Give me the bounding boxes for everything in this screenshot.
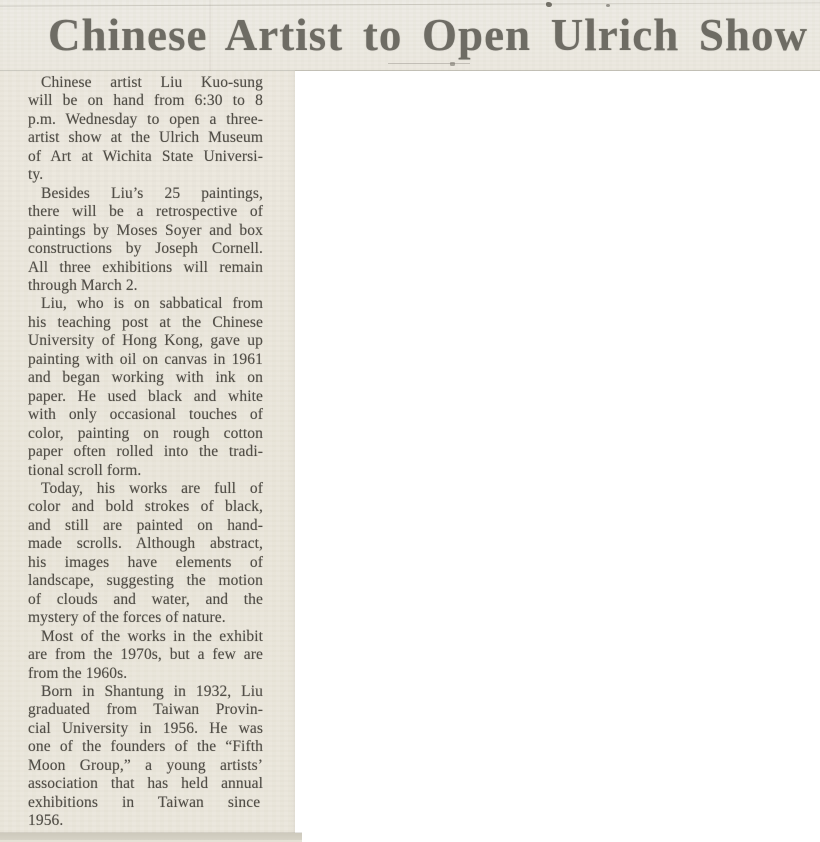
article-line: Besides Liu’s 25 paintings, <box>41 184 264 202</box>
article-line: with only occasional touches of <box>28 406 263 424</box>
article-line: graduated from Taiwan Provin- <box>28 701 263 719</box>
article-line: p.m. Wednesday to open a three- <box>28 110 264 128</box>
article-line: mystery of the forces of nature. <box>28 609 226 627</box>
article-line: cial University in 1956. He was <box>28 719 263 737</box>
article-line: Today, his works are full of <box>41 479 263 497</box>
article-line: Liu, who is on sabbatical from <box>41 295 264 313</box>
article-line: color, painting on rough cotton <box>28 424 263 442</box>
article-line: constructions by Joseph Cornell. <box>28 240 263 258</box>
torn-edge-bottom <box>0 833 302 840</box>
article-line: of Art at Wichita State Universi- <box>28 147 263 165</box>
article-line: color and bold strokes of black, <box>28 498 264 516</box>
article-line: paper. He used black and white <box>28 387 263 405</box>
article-line: his teaching post at the Chinese <box>28 313 264 331</box>
article-line: Born in Shantung in 1932, Liu <box>41 682 263 700</box>
article-paragraph <box>28 74 263 185</box>
article-line: and still are painted on hand- <box>28 516 263 534</box>
article-line: made scrolls. Although abstract, <box>28 535 263 553</box>
article-line: of clouds and water, and the <box>28 590 263 608</box>
torn-edge-top <box>0 2 820 6</box>
article-line: ty. <box>28 166 44 184</box>
ink-speck <box>546 2 552 7</box>
article-column <box>0 71 295 842</box>
article-paragraph <box>28 683 263 831</box>
article-line: paintings by Moses Soyer and box <box>28 221 263 239</box>
article-paragraph <box>28 295 263 480</box>
article-body <box>28 74 263 831</box>
scratch-mark <box>388 63 470 64</box>
article-line: and began working with ink on <box>28 369 263 387</box>
article-line: tional scroll form. <box>28 461 142 479</box>
article-line: through March 2. <box>28 276 138 294</box>
article-line: University of Hong Kong, gave up <box>28 332 263 350</box>
article-paragraph <box>28 480 263 628</box>
article-line: from the 1960s. <box>28 664 128 682</box>
ink-speck <box>606 4 610 7</box>
article-line: his images have elements of <box>28 553 263 571</box>
article-line: are from the 1970s, but a few are <box>28 646 263 664</box>
article-line: artist show at the Ulrich Museum <box>28 129 264 147</box>
article-line: there will be a retrospective of <box>28 203 263 221</box>
article-line: 1956. <box>28 812 64 830</box>
article-line: exhibitions in Taiwan since <box>28 793 261 811</box>
article-line: painting with oil on canvas in 1961 <box>28 350 263 368</box>
article-line: one of the founders of the “Fifth <box>28 738 263 756</box>
headline-strip <box>0 0 820 71</box>
article-line: All three exhibitions will remain <box>28 258 263 276</box>
article-paragraph <box>28 628 263 683</box>
article-line: association that has held annual <box>28 775 263 793</box>
article-line: will be on hand from 6:30 to 8 <box>28 92 263 110</box>
article-headline: Chinese Artist to Open Ulrich Show <box>48 10 808 60</box>
torn-edge-strip-bottom <box>295 70 820 71</box>
article-line: paper often rolled into the tradi- <box>28 443 264 461</box>
article-line: landscape, suggesting the motion <box>28 572 264 590</box>
article-line: Most of the works in the exhibit <box>41 627 264 645</box>
article-line: Moon Group,” a young artists’ <box>28 756 264 774</box>
paper-edge-shade <box>291 71 295 842</box>
article-paragraph <box>28 185 263 296</box>
article-line: Chinese artist Liu Kuo-sung <box>41 74 263 91</box>
